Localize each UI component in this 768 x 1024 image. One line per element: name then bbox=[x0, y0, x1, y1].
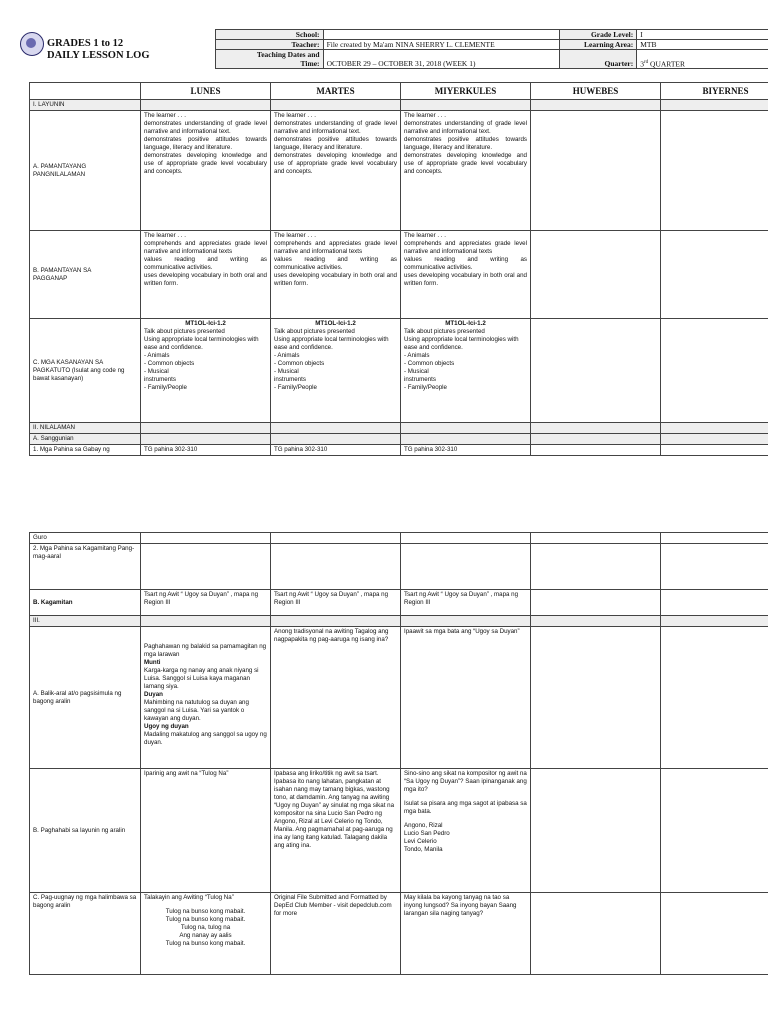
text-line: - Common objects bbox=[274, 360, 325, 367]
cell-a-miyerkules bbox=[401, 111, 531, 231]
day-header-miyerkules: MIYERKULES bbox=[401, 83, 531, 100]
section-nilalaman: II. NILALAMAN bbox=[30, 423, 141, 434]
cell-b-huwebes bbox=[531, 231, 661, 319]
cell-pag-uugnay-martes: Original File Submitted and Formatted by DepEd Club Member - visit depedclub.com for more bbox=[271, 893, 401, 975]
cell-a-lunes bbox=[141, 111, 271, 231]
text-line: Paghahawan ng balakid sa pamamagitan ng mga larawan bbox=[144, 643, 267, 658]
row-label-b-line1: B. PAMANTAYAN SA bbox=[33, 266, 92, 274]
text-line: Using appropriate local terminologies with ease and confidence. bbox=[144, 336, 259, 351]
vocab-word: Duyan bbox=[144, 691, 163, 698]
cell-c-martes bbox=[271, 319, 401, 423]
cell-b-biyernes bbox=[661, 231, 768, 319]
cell-tg-martes: TG pahina 302-310 bbox=[271, 445, 401, 456]
song-line: Tulog na bunso kong mabait. bbox=[165, 908, 246, 915]
text-line: demonstrates developing knowledge and use of appropriate grade level vocabulary and concepts. bbox=[144, 152, 267, 175]
text-line: values reading and writing as communicative activities. bbox=[404, 256, 527, 271]
quarter-value bbox=[637, 50, 768, 69]
cell-tg-miyerkules: TG pahina 302-310 bbox=[401, 445, 531, 456]
row-label-pamantayan-sa-pagganap bbox=[30, 231, 141, 319]
text-line: - Musical bbox=[144, 368, 169, 375]
vocab-word: Munti bbox=[144, 659, 161, 666]
day-header-martes: MARTES bbox=[271, 83, 401, 100]
deped-seal-icon bbox=[20, 32, 44, 56]
cell-kagamitan-lunes: Tsart ng Awit “ Ugoy sa Duyan” , mapa ng Region III bbox=[141, 590, 271, 616]
competency-code: MT1OL-Ici-1.2 bbox=[315, 320, 356, 327]
cell-balik-aral-huwebes bbox=[531, 627, 661, 769]
quarter-word: QUARTER bbox=[648, 59, 685, 68]
text-line: Talk about pictures presented bbox=[404, 328, 485, 335]
cell-pag-uugnay-biyernes bbox=[661, 893, 768, 975]
row-label-mga-kasanayan: C. MGA KASANAYAN SA PAGKATUTO (Isulat ang code ng bawat kasanayan) bbox=[30, 319, 141, 423]
text-line: demonstrates developing knowledge and use of appropriate grade level vocabulary and concepts. bbox=[404, 152, 527, 175]
cell-pag-uugnay-miyerkules: May kilala ba kayong tanyag na tao sa inyong lungsod? Sa inyong bayan Saang larangan sila naging tanyag? bbox=[401, 893, 531, 975]
text-line: Karga-karga ng nanay ang anak niyang si Luisa. Sanggol si Luisa kaya maganan lamang siya. bbox=[144, 667, 259, 690]
row-label-kagamitan: B. Kagamitan bbox=[30, 590, 141, 616]
text-line: comprehends and appreciates grade level narrative and informational texts bbox=[274, 240, 397, 255]
cell-tg-huwebes bbox=[531, 445, 661, 456]
row-label-pamantayang-pangnilalaman bbox=[30, 111, 141, 231]
text-line: instruments bbox=[144, 376, 176, 383]
grade-label: Grade Level: bbox=[559, 30, 636, 40]
grade-value: I bbox=[637, 30, 768, 40]
empty-header-cell bbox=[30, 83, 141, 100]
cell-c-miyerkules bbox=[401, 319, 531, 423]
area-label: Learning Area: bbox=[559, 40, 636, 50]
cell-kagamitan-huwebes bbox=[531, 590, 661, 616]
cell-b-lunes bbox=[141, 231, 271, 319]
song-line: Ang nanay ay aalis bbox=[179, 932, 232, 939]
cell-balik-aral-lunes bbox=[141, 627, 271, 769]
text-line: - Animals bbox=[404, 352, 430, 359]
cell-kagamitan-miyerkules: Tsart ng Awit “ Ugoy sa Duyan” , mapa ng Region III bbox=[401, 590, 531, 616]
text-line: Angono, Rizal bbox=[404, 822, 443, 829]
teacher-label: Teacher: bbox=[216, 40, 324, 50]
text-line: Tondo, Manila bbox=[404, 846, 443, 853]
text-line: Isulat sa pisara ang mga sagot at ipabasa sa mga bata. bbox=[404, 800, 527, 815]
row-label-tg-pages: 1. Mga Pahina sa Gabay ng bbox=[30, 445, 141, 456]
cell-kagamitan-biyernes bbox=[661, 590, 768, 616]
quarter-suffix: rd bbox=[643, 59, 649, 65]
cell-paghahabi-miyerkules bbox=[401, 769, 531, 893]
header-info-table bbox=[215, 29, 768, 69]
cell-paghahabi-lunes: Iparinig ang awit na “Tulog Na” bbox=[141, 769, 271, 893]
competency-code: MT1OL-Ici-1.2 bbox=[185, 320, 226, 327]
text-line: demonstrates understanding of grade level narrative and informational text. bbox=[144, 120, 267, 135]
day-header-lunes: LUNES bbox=[141, 83, 271, 100]
text-line: Talk about pictures presented bbox=[144, 328, 225, 335]
cell-tg-lunes: TG pahina 302-310 bbox=[141, 445, 271, 456]
text-line: Sino-sino ang sikat na kompositor ng awit na “Sa Ugoy ng Duyan”? Saan ipinanganak ang mga ito? bbox=[404, 770, 527, 793]
form-title bbox=[47, 38, 150, 62]
text-line: The learner . . . bbox=[274, 112, 316, 119]
quarter-label: Quarter: bbox=[559, 50, 636, 69]
cell-b-miyerkules bbox=[401, 231, 531, 319]
day-header-huwebes: HUWEBES bbox=[531, 83, 661, 100]
text-line: Using appropriate local terminologies with ease and confidence. bbox=[274, 336, 389, 351]
text-line: uses developing vocabulary in both oral and written form. bbox=[404, 272, 527, 287]
cell-pag-uugnay-huwebes bbox=[531, 893, 661, 975]
text-line: Using appropriate local terminologies with ease and confidence. bbox=[404, 336, 519, 351]
row-label-a-line2: PANGNILALAMAN bbox=[33, 170, 86, 178]
cell-a-martes bbox=[271, 111, 401, 231]
cell-a-biyernes bbox=[661, 111, 768, 231]
row-label-balik-aral: A. Balik-aral at/o pagsisimula ng bagong aralin bbox=[30, 627, 141, 769]
text-line: Madaling makatulog ang sanggol sa ugoy ng duyan. bbox=[144, 731, 267, 746]
dates-label bbox=[216, 50, 324, 69]
text-line: demonstrates positive attitudes towards language, literacy and literature. bbox=[404, 136, 527, 151]
school-label: School: bbox=[216, 30, 324, 40]
day-header-biyernes: BIYERNES bbox=[661, 83, 768, 100]
text-line: - Family/People bbox=[274, 384, 317, 391]
text-line: demonstrates positive attitudes towards language, literacy and literature. bbox=[274, 136, 397, 151]
text-line: - Animals bbox=[274, 352, 300, 359]
dates-label-line2: Time: bbox=[300, 59, 320, 68]
song-line: Tulog na bunso kong mabait. bbox=[165, 916, 246, 923]
area-value: MTB bbox=[637, 40, 768, 50]
school-value bbox=[323, 30, 559, 40]
song-line: Tulog na bunso kong mabait. bbox=[165, 940, 246, 947]
text-line: - Animals bbox=[144, 352, 170, 359]
text-line: - Musical bbox=[404, 368, 429, 375]
competency-code: MT1OL-Ici-1.2 bbox=[445, 320, 486, 327]
text-line: - Common objects bbox=[144, 360, 195, 367]
cell-a-huwebes bbox=[531, 111, 661, 231]
song-line: Tulog na, tulog na bbox=[180, 924, 231, 931]
text-line: - Common objects bbox=[404, 360, 455, 367]
text-line: The learner . . . bbox=[144, 232, 186, 239]
text-line: - Family/People bbox=[144, 384, 187, 391]
text-line: comprehends and appreciates grade level narrative and informational texts bbox=[404, 240, 527, 255]
form-title-line2: DAILY LESSON LOG bbox=[47, 50, 150, 61]
row-label-paghahabi: B. Paghahabi sa layunin ng aralin bbox=[30, 769, 141, 893]
text-line: - Musical bbox=[274, 368, 299, 375]
text-line: uses developing vocabulary in both oral and written form. bbox=[274, 272, 397, 287]
cell-pag-uugnay-lunes bbox=[141, 893, 271, 975]
section-layunin: I. LAYUNIN bbox=[30, 100, 141, 111]
cell-paghahabi-martes: Ipabasa ang liriko/titik ng awit sa tsart. Ipabasa ito nang lahatan, pangkatan at isahan nang may tamang bigkas, wastong tono, at damdamin. Ang tanyag na awiting “Ugoy ng Duyan” ay sinulat ng mga sikat na kompositor na sina Lucio San Pedro ng Angono, Rizal at Levi Celerio ng Tondo, Manila. Ang pagmamahal at pag-aaruga ng ina ay lang itang katulad. Talagang dakila ang ating ina. bbox=[271, 769, 401, 893]
cell-c-lunes bbox=[141, 319, 271, 423]
section-sanggunian: A. Sanggunian bbox=[30, 434, 141, 445]
text-line: The learner . . . bbox=[404, 232, 446, 239]
text-line: values reading and writing as communicative activities. bbox=[274, 256, 397, 271]
lesson-log-table-part1 bbox=[29, 82, 768, 456]
section-iii: III. bbox=[30, 616, 141, 627]
cell-balik-aral-miyerkules: Ipaawit sa mga bata ang “Ugoy sa Duyan” bbox=[401, 627, 531, 769]
cell-paghahabi-biyernes bbox=[661, 769, 768, 893]
vocab-word: Ugoy ng duyan bbox=[144, 723, 189, 730]
text-line: Lucio San Pedro bbox=[404, 830, 450, 837]
cell-balik-aral-martes: Anong tradisyonal na awiting Tagalog ang nagpapakita ng pag-aaruga ng isang ina? bbox=[271, 627, 401, 769]
row-label-pag-uugnay: C. Pag-uugnay ng mga halimbawa sa bagong aralin bbox=[30, 893, 141, 975]
row-label-lm-pages: 2. Mga Pahina sa Kagamitang Pang-mag-aaral bbox=[30, 544, 141, 590]
text-line: The learner . . . bbox=[404, 112, 446, 119]
text-line: The learner . . . bbox=[144, 112, 186, 119]
text-line: values reading and writing as communicative activities. bbox=[144, 256, 267, 271]
cell-b-martes bbox=[271, 231, 401, 319]
form-title-line1: GRADES 1 to 12 bbox=[47, 38, 124, 49]
dates-label-line1: Teaching Dates and bbox=[256, 50, 320, 59]
text-line: instruments bbox=[274, 376, 306, 383]
text-line: instruments bbox=[404, 376, 436, 383]
text-line: - Family/People bbox=[404, 384, 447, 391]
text-line: demonstrates understanding of grade level narrative and informational text. bbox=[274, 120, 397, 135]
text-line: Talakayin ang Awiting “Tulog Na” bbox=[144, 894, 234, 901]
text-line: Mahimbing na natutulog sa duyan ang sanggol na si Luisa. Yari sa yantok o kawayan ang duyan. bbox=[144, 699, 249, 722]
text-line: uses developing vocabulary in both oral and written form. bbox=[144, 272, 267, 287]
dates-value: OCTOBER 29 – OCTOBER 31, 2018 (WEEK 1) bbox=[323, 50, 559, 69]
cell-kagamitan-martes: Tsart ng Awit “ Ugoy sa Duyan” , mapa ng Region III bbox=[271, 590, 401, 616]
text-line: demonstrates positive attitudes towards language, literacy and literature. bbox=[144, 136, 267, 151]
cell-paghahabi-huwebes bbox=[531, 769, 661, 893]
row-label-guro: Guro bbox=[30, 533, 141, 544]
teacher-value: File created by Ma'am NINA SHERRY L. CLEMENTE bbox=[323, 40, 559, 50]
text-line: demonstrates developing knowledge and use of appropriate grade level vocabulary and concepts. bbox=[274, 152, 397, 175]
cell-c-huwebes bbox=[531, 319, 661, 423]
row-label-b-line2: PAGGANAP bbox=[33, 274, 68, 282]
lesson-log-table-part2 bbox=[29, 532, 768, 975]
text-line: Levi Celerio bbox=[404, 838, 437, 845]
text-line: The learner . . . bbox=[274, 232, 316, 239]
text-line: Talk about pictures presented bbox=[274, 328, 355, 335]
text-line: demonstrates understanding of grade level narrative and informational text. bbox=[404, 120, 527, 135]
text-line: comprehends and appreciates grade level narrative and informational texts bbox=[144, 240, 267, 255]
cell-balik-aral-biyernes bbox=[661, 627, 768, 769]
cell-c-biyernes bbox=[661, 319, 768, 423]
cell-tg-biyernes bbox=[661, 445, 768, 456]
quarter-number: 3 bbox=[640, 59, 644, 68]
row-label-a-line1: A. PAMANTAYANG bbox=[33, 162, 87, 170]
